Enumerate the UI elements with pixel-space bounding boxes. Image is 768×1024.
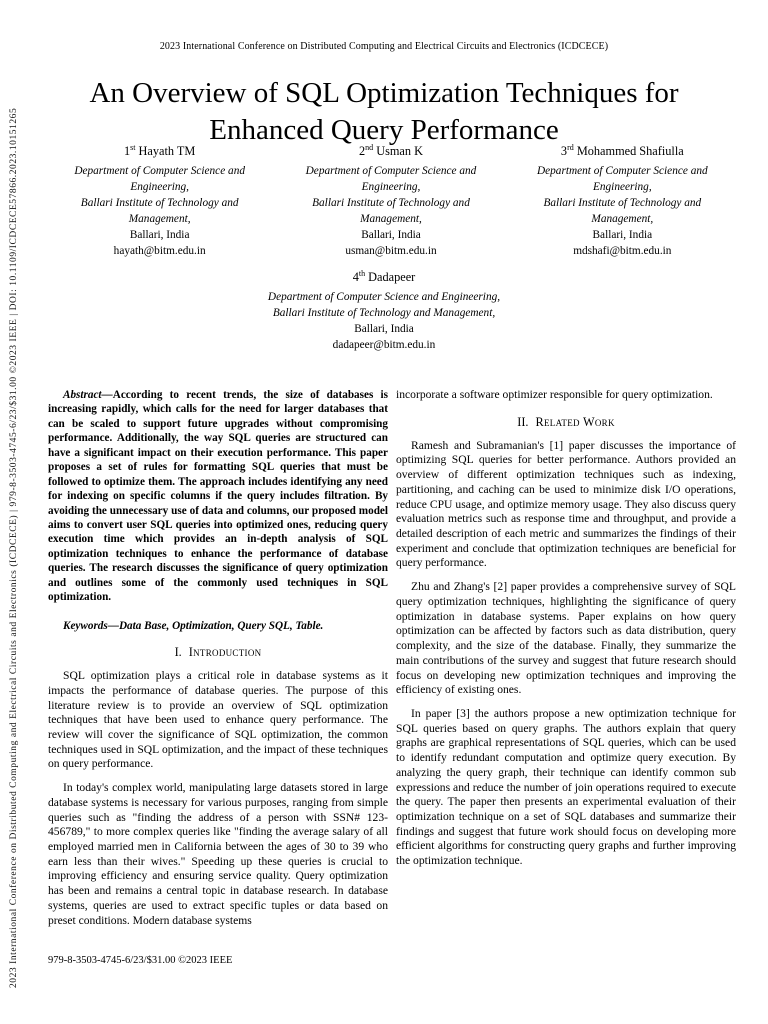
- author-city: Ballari, India: [592, 228, 653, 241]
- author-ordinal: 2: [358, 144, 366, 159]
- author-ordinal-suffix: th: [358, 269, 366, 278]
- author-city: Ballari, India: [129, 228, 190, 241]
- author-institute: Ballari Institute of Technology and Management,: [272, 306, 496, 319]
- intro-paragraph-1: SQL optimization plays a critical role in database systems as it impacts the performance of database queries. The purpose of this literature review is to provide an overview of SQL optimization techniques that have been used to enhance query performance. The review will cover the significance of SQL optimization, the common techniques used in SQL optimization, and the impact of these techniques on query performance.: [48, 669, 388, 771]
- author-ordinal: 4: [352, 270, 359, 285]
- author-department: Department of Computer Science and Engineering,: [305, 164, 477, 193]
- author-institute: Ballari Institute of Technology and Management,: [543, 196, 702, 225]
- author-email: hayath@bitm.edu.in: [113, 244, 206, 257]
- author-ordinal: 3: [560, 144, 568, 159]
- section-title: Introduction: [188, 645, 262, 660]
- author-name: [515, 142, 730, 161]
- section-heading-introduction: [48, 645, 388, 660]
- authors-row-1: [44, 142, 738, 259]
- keywords-text: Data Base, Optimization, Query SQL, Table.: [118, 619, 324, 632]
- author-ordinal-suffix: nd: [365, 143, 374, 152]
- author-department: Department of Computer Science and Engineering,: [536, 164, 708, 193]
- author-block-4: [251, 268, 517, 353]
- abstract-label: Abstract—: [63, 389, 113, 401]
- author-department: Department of Computer Science and Engineering,: [267, 290, 501, 303]
- author-name: [283, 142, 498, 161]
- author-block-3: [507, 142, 738, 259]
- author-block-2: [275, 142, 506, 259]
- author-city: Ballari, India: [354, 322, 414, 335]
- body-columns: [48, 388, 736, 937]
- author-city: Ballari, India: [361, 228, 421, 241]
- footer-copyright: 979-8-3503-4745-6/23/$31.00 ©2023 IEEE: [48, 955, 233, 966]
- author-department: Department of Computer Science and Engineering,: [74, 164, 245, 193]
- author-name: [259, 268, 509, 287]
- section-number: I.: [174, 645, 182, 660]
- author-block-1: [44, 142, 275, 259]
- related-work-paragraph-2: Zhu and Zhang's [2] paper provides a comprehensive survey of SQL query optimization techniques, highlighting the significance of query optimization in database systems. Paper explains on how query optimization can be affected by factors such as data distribution, query complexity, and the size of the database. Finally, they summarize the main contributions of the survey and suggest that future research should focus on developing new optimization techniques and improving the efficiency of existing ones.: [396, 580, 736, 697]
- abstract-paragraph: [48, 388, 388, 605]
- author-name-text: Dadapeer: [368, 270, 416, 285]
- author-name-text: Mohammed Shafiulla: [576, 144, 684, 159]
- author-ordinal: 1: [123, 144, 131, 159]
- related-work-paragraph-3: In paper [3] the authors propose a new optimization technique for SQL queries based on query graphs. The authors explain that query graphs are graphical representations of SQL queries, which can be used to identify redundant computation and optimize query execution. By analyzing the query graph, their technique can identify common sub expressions and reduce the number of join operations required to execute the query. The paper then presents an experimental evaluation of their optimization technique on a set of SQL databases and summarize their findings and suggest that future work should focus on developing more efficient algorithms for constructing query graphs and further improving the optimization technique.: [396, 706, 736, 868]
- keywords-line: [48, 619, 388, 634]
- section-heading-related-work: [396, 415, 736, 430]
- intro-continuation-paragraph: incorporate a software optimizer responsible for query optimization.: [396, 388, 713, 401]
- sidebar-copyright-doi: 2023 International Conference on Distributed Computing and Electrical Circuits and Electronics (ICDCECE) | 979-8-3503-4745-6/23/$31.00 ©2023 IEEE | DOI: 10.1109/ICDCECE57866.2023.10151265: [9, 107, 19, 988]
- right-column: [396, 388, 736, 937]
- intro-paragraph-2: In today's complex world, manipulating large datasets stored in large database systems is necessary for various purposes, ranging from simple queries such as "finding the address of a person with SSN# 123-456789," to more complex queries like "finding the average salary of all employed married men in California between the ages of 30 to 39 who earn less than their wives." Speeding up these queries is crucial to improving efficiency and ensuring service quality. Query optimization has been and remains a central topic in database research. In database systems, queries are used to extract specific tuples or data based on preset conditions. Modern database systems: [48, 781, 388, 927]
- section-number: II.: [517, 414, 529, 429]
- author-email: usman@bitm.edu.in: [345, 244, 437, 257]
- authors-row-2: [0, 268, 768, 353]
- author-ordinal-suffix: st: [130, 143, 136, 152]
- keywords-label: Keywords—: [63, 619, 119, 632]
- author-email: dadapeer@bitm.edu.in: [332, 338, 436, 351]
- related-work-paragraph-1: Ramesh and Subramanian's [1] paper discusses the importance of optimizing SQL queries for better performance. Authors provided an overview of different optimization techniques such as indexing, partitioning, and caching can be used to minimize disk I/O operations, reduce CPU usage, and optimize memory usage. They also discuss query evaluation metrics such as response time and throughput, and provide a detailed description of each metric and summarizes the findings of their experiment and conclude that optimization techniques are beneficial for query performance.: [396, 438, 736, 570]
- left-column: [48, 388, 388, 937]
- author-name-text: Usman K: [376, 144, 423, 159]
- author-institute: Ballari Institute of Technology and Management,: [312, 196, 470, 225]
- section-title: Related Work: [535, 414, 615, 429]
- conference-header: 2023 International Conference on Distributed Computing and Electrical Circuits and Electronics (ICDCECE): [159, 41, 609, 52]
- abstract-text: According to recent trends, the size of databases is increasing rapidly, which calls for the need for larger databases that can be scaled to support future upgrades without compromising performance. Additionally, the way SQL queries are structured can have a significant impact on their execution performance. This paper proposes a set of rules for formatting SQL queries that must be followed to optimize them. The approach includes identifying any need for indexing on specific columns if the query includes filtration. By avoiding the unnecessary use of data and columns, our proposed model aims to convert user SQL queries into optimized ones, reducing query execution time which provides an in-depth analysis of SQL optimization techniques to enhance the performance of database queries. The research discusses the significance of query optimization and outlines some of the commonly used techniques in SQL optimization.: [48, 389, 388, 604]
- paper-title: An Overview of SQL Optimization Techniques for Enhanced Query Performance: [89, 77, 679, 146]
- author-name: [52, 142, 267, 161]
- author-email: mdshafi@bitm.edu.in: [573, 244, 672, 257]
- author-ordinal-suffix: rd: [567, 143, 574, 152]
- author-name-text: Hayath TM: [138, 144, 196, 159]
- author-institute: Ballari Institute of Technology and Management,: [80, 196, 239, 225]
